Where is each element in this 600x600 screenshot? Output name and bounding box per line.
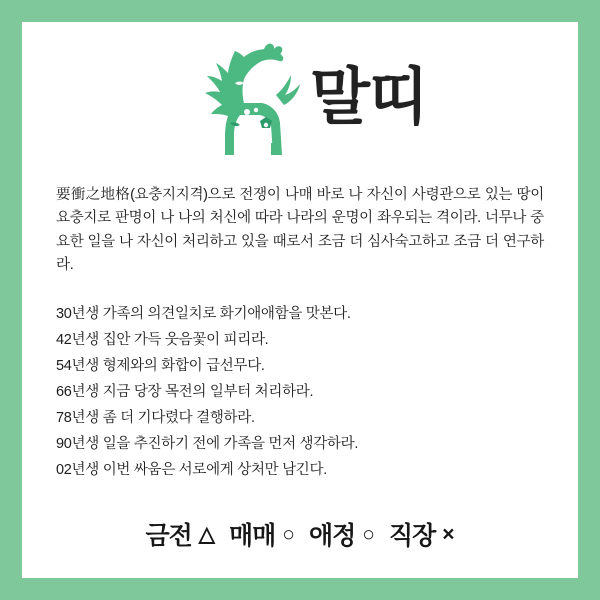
list-item xyxy=(56,304,544,325)
list-item xyxy=(56,356,544,377)
page-title: 말띠 xyxy=(310,63,428,132)
birth-year: 66년생 xyxy=(56,383,99,400)
birth-year: 30년생 xyxy=(56,305,99,322)
list-item xyxy=(56,434,544,455)
cross-mark: × xyxy=(442,522,455,546)
list-item xyxy=(56,408,544,429)
birth-year: 54년생 xyxy=(56,357,99,374)
luck-label: 애정 xyxy=(308,522,356,550)
luck-item-love xyxy=(309,516,375,552)
year-fortune-list xyxy=(56,304,544,481)
birth-year: 42년생 xyxy=(56,331,99,348)
luck-label: 매매 xyxy=(228,522,276,550)
luck-label: 금전 xyxy=(145,522,192,550)
fortune-text: 일을 추진하기 전에 가족을 먼저 생각하라. xyxy=(102,436,359,453)
luck-item-trade xyxy=(229,516,295,552)
list-item xyxy=(56,460,544,481)
fortune-text: 형제와의 화합이 급선무다. xyxy=(102,357,265,374)
luck-summary xyxy=(56,498,544,558)
fortune-text: 가족의 의견일치로 화기애애함을 맛본다. xyxy=(102,305,351,322)
card-header xyxy=(56,42,544,162)
fortune-text: 좀 더 기다렸다 결행하라. xyxy=(102,410,255,426)
fortune-text: 지금 당장 목전의 일부터 처리하라. xyxy=(102,383,314,400)
list-item xyxy=(56,330,544,351)
luck-label: 직장 xyxy=(388,522,436,550)
circle-mark: ○ xyxy=(362,522,375,546)
list-item xyxy=(56,382,544,403)
fortune-text: 이번 싸움은 서로에게 상처만 남긴다. xyxy=(102,462,327,479)
luck-item-money xyxy=(145,516,214,552)
fortune-card xyxy=(22,22,578,578)
birth-year: 90년생 xyxy=(56,436,99,453)
luck-item-work xyxy=(389,516,455,552)
birth-year: 02년생 xyxy=(56,462,99,479)
intro-text: 要衝之地格(요충지지격)으로 전쟁이 나매 바로 나 자신이 사령관으로 있는 땅이 요충지로 판명이 나 나의 처신에 따라 나라의 운명이 좌우되는 격이라. 너무나 중요한 일을 나 자신이 처리하고 있을 때로서 조금 더 심사숙고하고 조금 더 연구하라. xyxy=(56,187,544,274)
triangle-mark: △ xyxy=(198,522,215,546)
birth-year: 78년생 xyxy=(56,410,99,426)
intro-paragraph xyxy=(56,184,544,278)
circle-mark: ○ xyxy=(282,522,295,546)
horse-illustration xyxy=(172,43,302,161)
fortune-text: 집안 가득 웃음꽃이 피리라. xyxy=(102,331,269,348)
